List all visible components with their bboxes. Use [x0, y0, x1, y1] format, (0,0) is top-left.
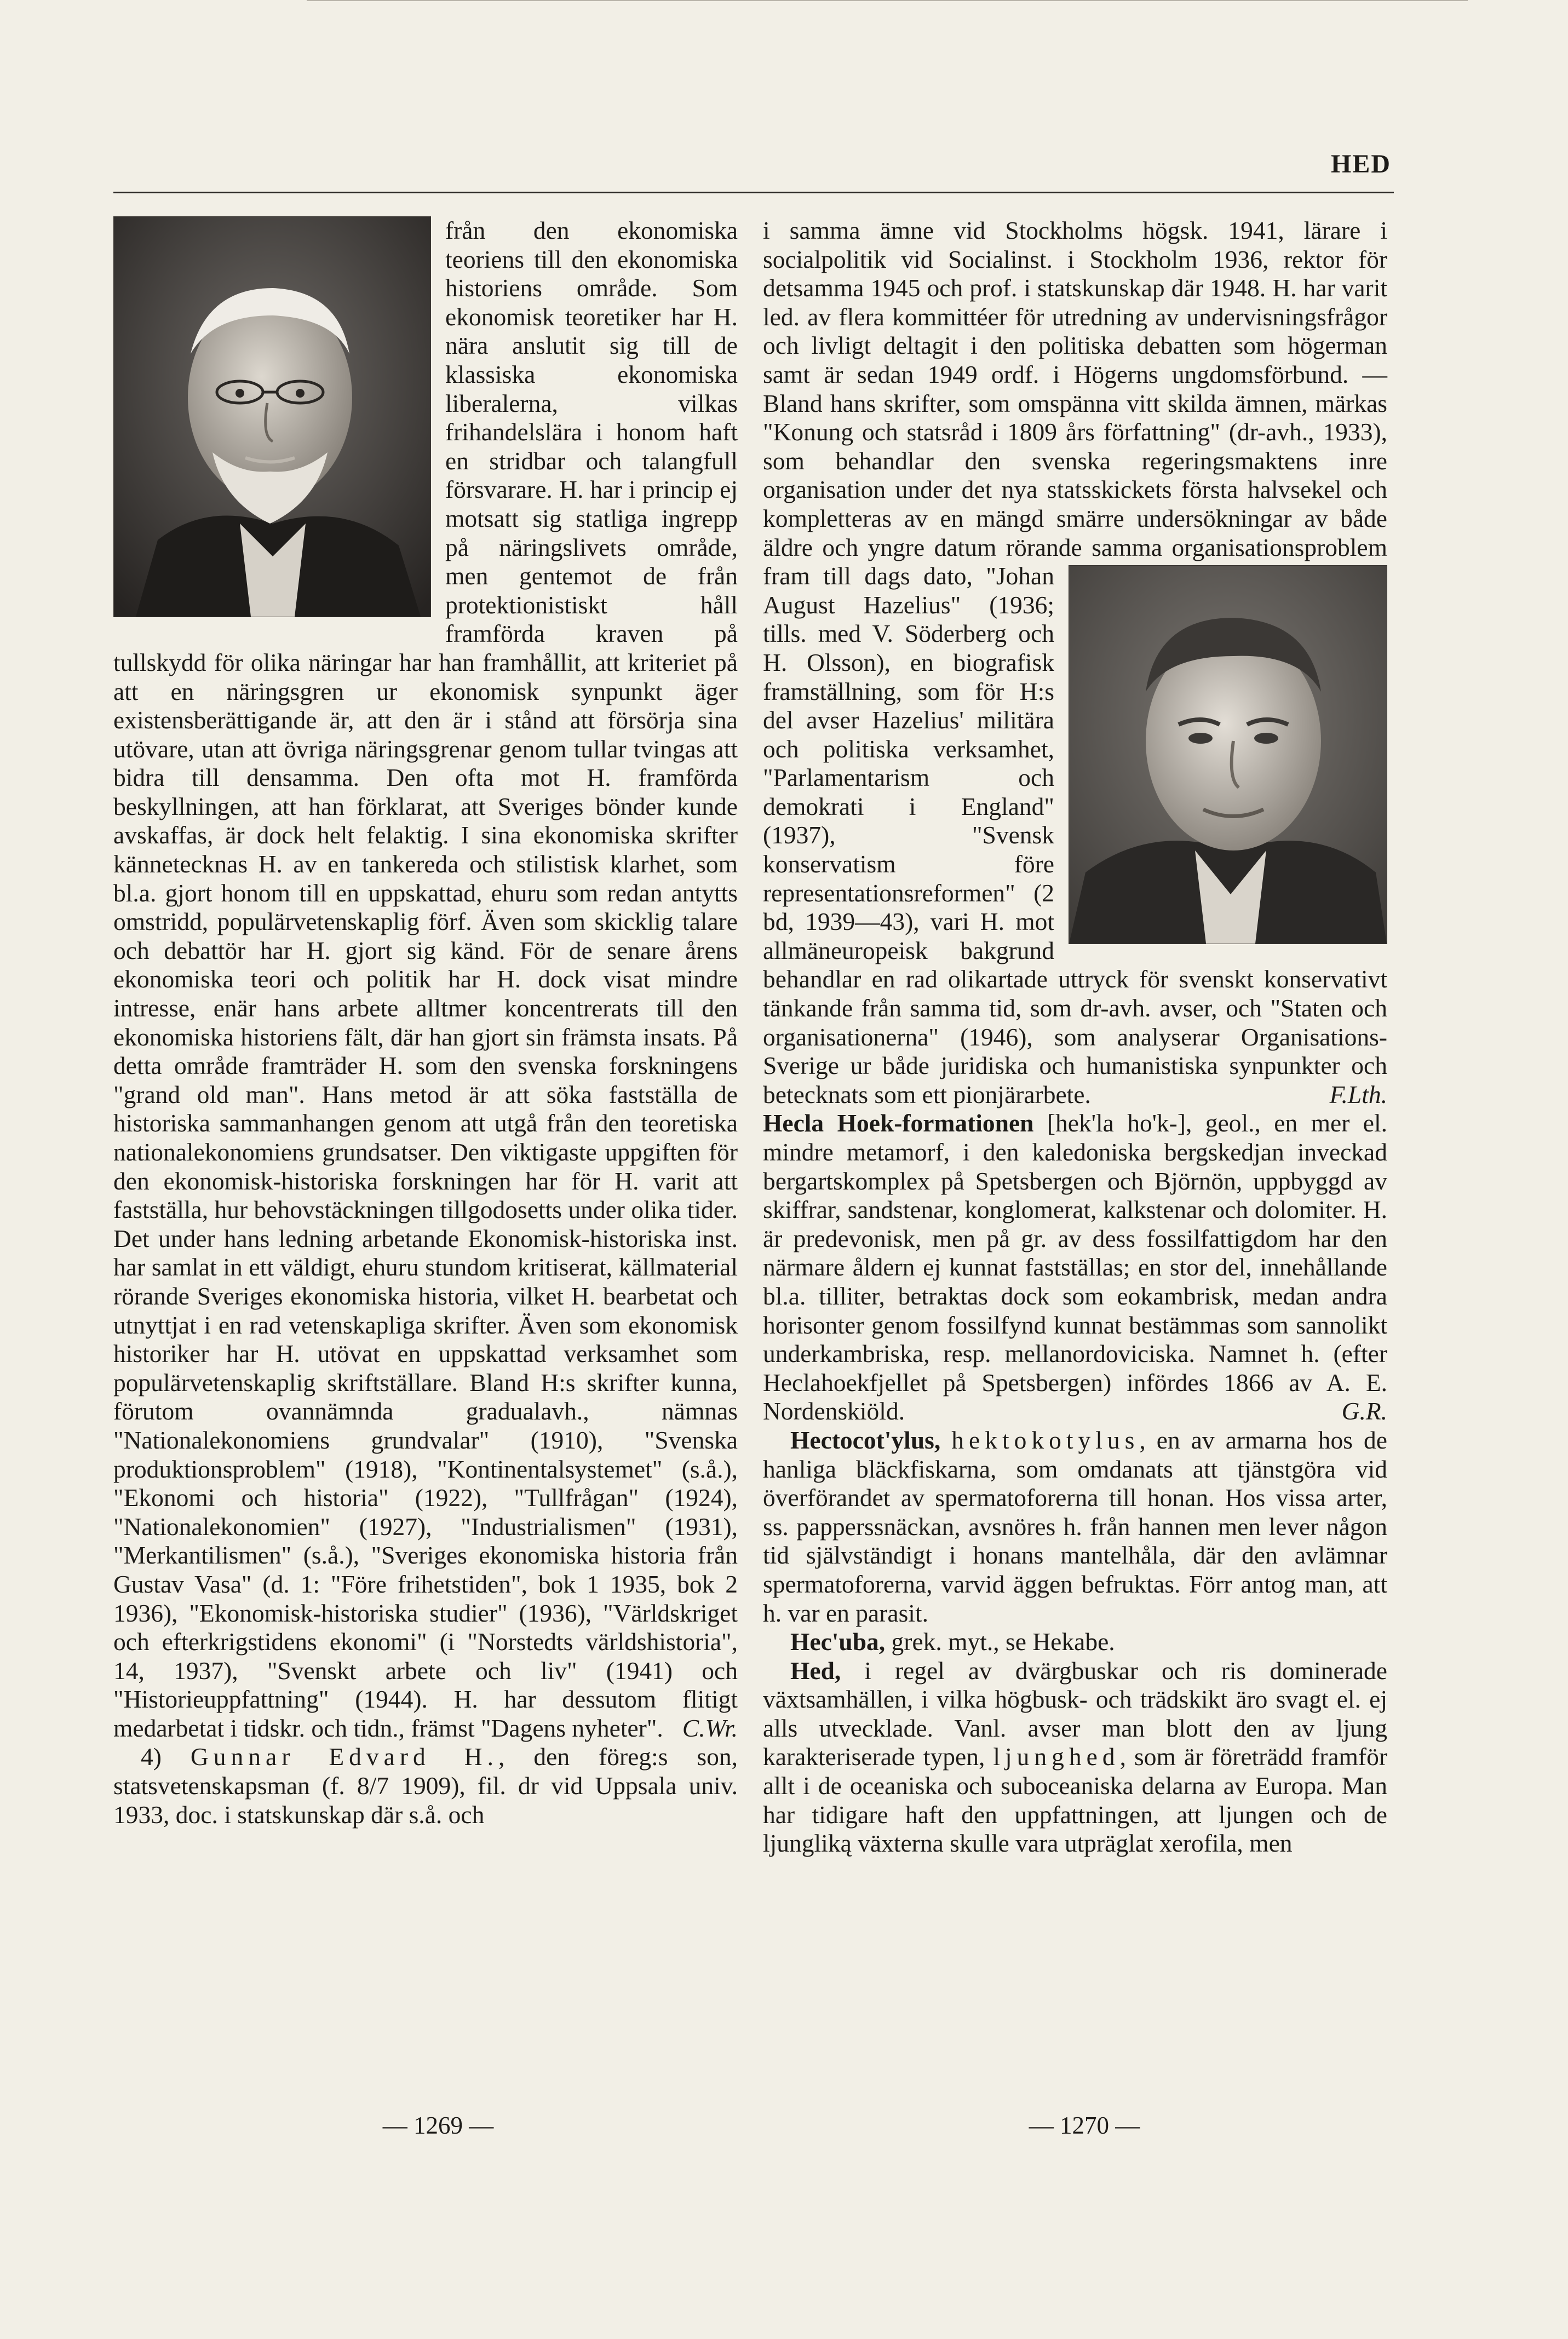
entry-number: 4): [141, 1743, 191, 1771]
signature-cwr: C.Wr.: [682, 1714, 738, 1742]
entry-text-hectocotylus: , en av armarna hos de hanliga bläckfiskarna, som omdanats att tjänstgöra vid överförandet av spermatoforerna till honan. Hos vissa arter, ss. papperssnäckan, avsnöres h. från hannen men lever någon tid självständigt i honans mantelhåla, där den avlämnar spermatoforerna, varvid äggen befruktas. Förr antog man, att h. var en parasit.: [763, 1426, 1387, 1627]
entry-spaced-hektokotylus: hektokotylus: [951, 1426, 1140, 1454]
entry-4-text: , den föreg:s son, statsvetenskapsman (f. 8/7 1909), fil. dr vid Uppsala univ. 1933, doc. i statskunskap där s.å. och: [113, 1743, 738, 1829]
entry-head-hecuba: Hec'uba,: [790, 1628, 886, 1656]
entry-text-hecla: [hek'la ho'k-], geol., en mer el. mindre metamorf, i den kaledoniska bergskedjan inveckad bergartskomplex på Spetsbergen och Björnön, uppbyggd av skiffrar, sandstenar, konglomerat, kalkstenar och dolomiter. H. är predevonisk, men på gr. av dess fossilfattigdom har den närmare åldern ej kunnat fastställas; en stor del, innehållande bl.a. tilliter, betraktas dock som eokambrisk, medan andra horisonter genom fossilfynd kunnat bestämmas som sannolikt underkambriska, resp. mellanordoviciska. Namnet h. (efter Heclahoekfjellet på Spetsbergen) infördes 1866 av A. E. Nordenskiöld.: [763, 1109, 1387, 1426]
page-number-right: — 1270 —: [1029, 2112, 1140, 2139]
entry-head-hectocotylus: Hectocot'ylus,: [790, 1426, 941, 1454]
signature-flth: F.Lth.: [1329, 1080, 1387, 1108]
entry-text-hecuba: grek. myt., se Hekabe.: [885, 1628, 1115, 1656]
portrait-elderly-man-photo: [113, 216, 431, 617]
portrait-right: [1069, 565, 1387, 951]
entry-head-hed: Hed,: [790, 1656, 841, 1685]
right-column: [763, 216, 1387, 1858]
signature-gr: G.R.: [1341, 1397, 1387, 1426]
right-continuation-text: i samma ämne vid Stockholms högsk. 1941, lärare i socialpolitik vid Socialinst. i Stockholm 1936, rektor för detsamma 1945 och prof. i statskunskap där 1948. H. har varit led. av flera kommittéer för utredning av undervisningsfrågor och livligt deltagit i den politiska debatten som högerman samt är sedan 1949 ordf. i Högerns ungdomsförbund. — Bland hans skrifter, som omspänna vitt skilda ämnen, märkas "Konung och statsråd i 1809 års författning" (dr-avh., 1933), som behandlar den svenska regeringsmaktens inre organisation under det nya statsskickets första halvsekel och kompletteras av en mängd smärre undersökningar av både äldre och yngre datum rörande samma organisationsproblem fram till: [763, 216, 1387, 590]
entry-head-hecla: Hecla Hoek-formationen: [763, 1109, 1034, 1137]
left-text-before-photo: från den ekonomiska teoriens till den ekonomiska historiens område. Som ekonomisk teoretiker har H. nära anslutit sig till de klassiska ekonomiska liberalerna, vilkas frihandelslära i honom haft en stridbar och talangfull försvarare. H. har i princip ej motsatt sig statliga ingrepp på näringslivets område, men gentemot de från protektionistiskt håll framförda kraven på tullskydd för olika näringar har han framhållit, att kriteriet på att en näringsgren ur ekonomisk synpunkt äger existensberättigande är, att den är i stånd att försörja sina utövare, utan att övriga näringsgrenar genom tullar tvingas att bidra till densamma. Den ofta mot H. framförda beskyllningen, att han förklarat, att Sveriges bönder kunde avskaffas, är dock helt felaktig. I sina ekonomiska skrifter kännetecknas H. av en tankereda och stilistisk klarhet, som bl.a. gjort honom till en uppskattad, ehuru som redan antytts omstridd, populärvetenskaplig förf. Även som skicklig talare och debattör har H. gjort sig känd. För de senare årens ekonomiska teori och politik har H. dock visat mindre intresse, enär hans arbete alltmer koncentrerats till den ekonomiska historiens fält, där han gjort sin främsta insats. På detta område framträder H. som den svenska forskningens "grand old man". Hans metod är att söka fastställa de historiska sammanhangen genom att utgå från den teoretiska nationalekonomiens grundsatser. Den viktigaste uppgiften för den ekonomisk-historiska forskningen har för H. varit att fastställa, hur behovstäckningen tillgodosetts under olika tider. Det under hans ledning arbetande Ekonomisk-historiska inst. har samlat in ett väldigt, ehuru stundom kritiserat, källmaterial rörande Sveriges ekonomiska historia, vilket H. bearbetat och utnyttjat i en rad vetenskapliga skrifter. Även som ekonomisk historiker har H. utövat en uppskattad verksamhet som populärvetenskaplig skriftställare. Bland H:s skrifter kunna, förutom ovannämnda gradualavh., nämnas "Nationalekonomiens grundvalar" (1910), "Svenska produktionsproblem" (1918), "Kontinentalsystemet" (s.å.), "Ekonomi och historia" (1922), "Tullfrågan" (1924), "Nationalekonomien" (1927), "Industrialismen" (1931), "Merkantilismen" (s.å.), "Sveriges ekonomiska historia från Gustav Vasa" (d. 1: "Före frihetstiden", bok 1 1935, bok 2 1936), "Ekonomisk-historiska studier" (1936), "Världskriget och efterkrigstidens ekonomi" (i "Norstedts världshistoria", 14, 1937), "Svenskt arbete och liv" (1941) och "Historieuppfattning" (1944). H. har dessutom flitigt medarbetat i tidskr. och tidn., främst "Dagens nyheter".: [113, 216, 738, 1742]
right-continuation-text-rest: dags dato, "Johan August Hazelius" (1936; tills. med V. Söderberg och H. Olsson), en biografisk framställning, som för H:s del avser Hazelius' militära och politiska verksamhet, "Parlamentarism och demokrati i England" (1937), "Svensk konservatism före representationsreformen" (2 bd, 1939—43), vari H. mot allmäneuropeisk bakgrund behandlar en rad olikartade uttryck för svenskt konservativt tänkande från samma tid, som dr-avh. avser, och "Staten och organisationerna" (1946), som analyserar Organisations-Sverige ur både juridiska och humanistiska synpunkter och betecknats som ett pionjärarbete.: [763, 562, 1387, 1108]
entry-spaced-ljunghed: ljunghed: [993, 1743, 1120, 1771]
page-top-edge: [307, 0, 1468, 1]
page-number-left: — 1269 —: [382, 2112, 494, 2139]
entry-name-gunnar: Gunnar Edvard H.: [190, 1743, 498, 1771]
entry-text-hed-1: i regel av dvärgbuskar och ris dominerade växtsamhällen, i vilka högbusk- och trädskikt äro svagt el. ej alls utvecklade. Vanl. avser man blott den av ljung karakteriserade typen,: [763, 1656, 1387, 1771]
header-rule: [113, 192, 1394, 193]
left-column: [113, 216, 738, 1829]
portrait-left: [113, 216, 431, 624]
running-header: HED: [1330, 150, 1391, 179]
entry-text-hed-2: , som är företrädd framför allt i de oceaniska och suboceaniska delarna av Europa. Man har tidigare haft den uppfattningen, att ljungen och de ljungliką växterna skulle vara utpräglat xerofila, men: [763, 1743, 1387, 1858]
portrait-right-float: [1069, 565, 1387, 951]
portrait-younger-man-photo: [1069, 565, 1387, 944]
